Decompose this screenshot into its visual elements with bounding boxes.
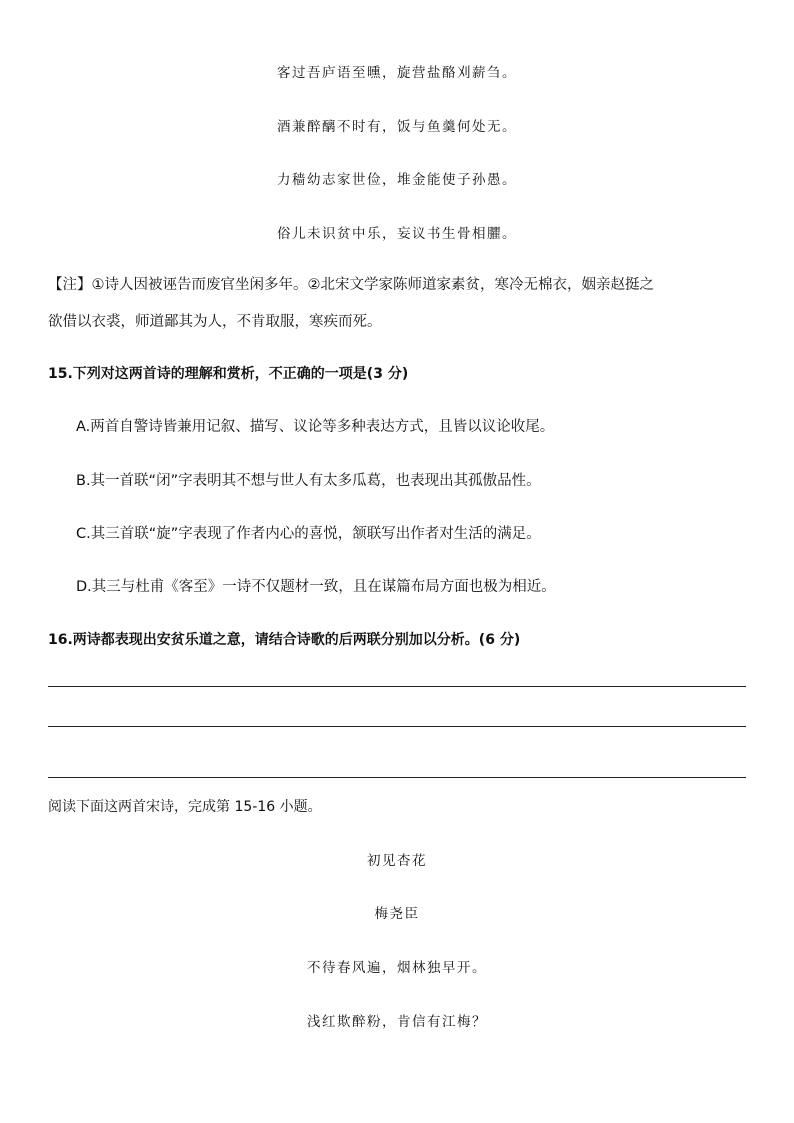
poem-title: 初见杏花: [367, 853, 427, 869]
option-c: C.其三首联“旋”字表现了作者内心的喜悦，颔联写出作者对生活的满足。: [76, 526, 541, 542]
question-stem: 16.两诗都表现出安贫乐道之意，请结合诗歌的后两联分别加以分析。(6 分): [48, 632, 521, 648]
answer-line[interactable]: [48, 777, 746, 778]
answer-line[interactable]: [48, 726, 746, 727]
poem-line: 浅红欺醉粉，肯信有江梅？: [307, 1014, 487, 1030]
poem-line: 客过吾庐语至曛，旋营盐酪刈薪刍。: [277, 65, 517, 81]
poem-line: 俗儿未识贫中乐，妄议书生骨相臞。: [277, 226, 517, 242]
option-d: D.其三与杜甫《客至》一诗不仅题材一致，且在谋篇布局方面也极为相近。: [76, 579, 556, 595]
reading-instruction: 阅读下面这两首宋诗，完成第 15-16 小题。: [48, 799, 322, 815]
answer-line[interactable]: [48, 686, 746, 687]
option-b: B.其一首联“闭”字表明其不想与世人有太多瓜葛，也表现出其孤傲品性。: [76, 473, 541, 489]
poem-line: 力穑幼志家世俭，堆金能使子孙愚。: [277, 172, 517, 188]
poem-line: 不待春风遍，烟林独早开。: [307, 960, 487, 976]
option-a: A.两首自警诗皆兼用记叙、描写、议论等多种表达方式，且皆以议论收尾。: [76, 419, 555, 435]
poem-author: 梅尧臣: [374, 906, 420, 922]
question-stem: 15.下列对这两首诗的理解和赏析，不正确的一项是(3 分): [48, 366, 409, 382]
note-line: 【注】①诗人因被诬告而废官坐闲多年。②北宋文学家陈师道家素贫，寒冷无棉衣，姻亲赵挺之: [48, 277, 654, 293]
poem-line: 酒兼醉醨不时有，饭与鱼羹何处无。: [277, 119, 517, 135]
note-line: 欲借以衣裘，师道鄙其为人，不肯取服，寒疾而死。: [48, 314, 382, 330]
